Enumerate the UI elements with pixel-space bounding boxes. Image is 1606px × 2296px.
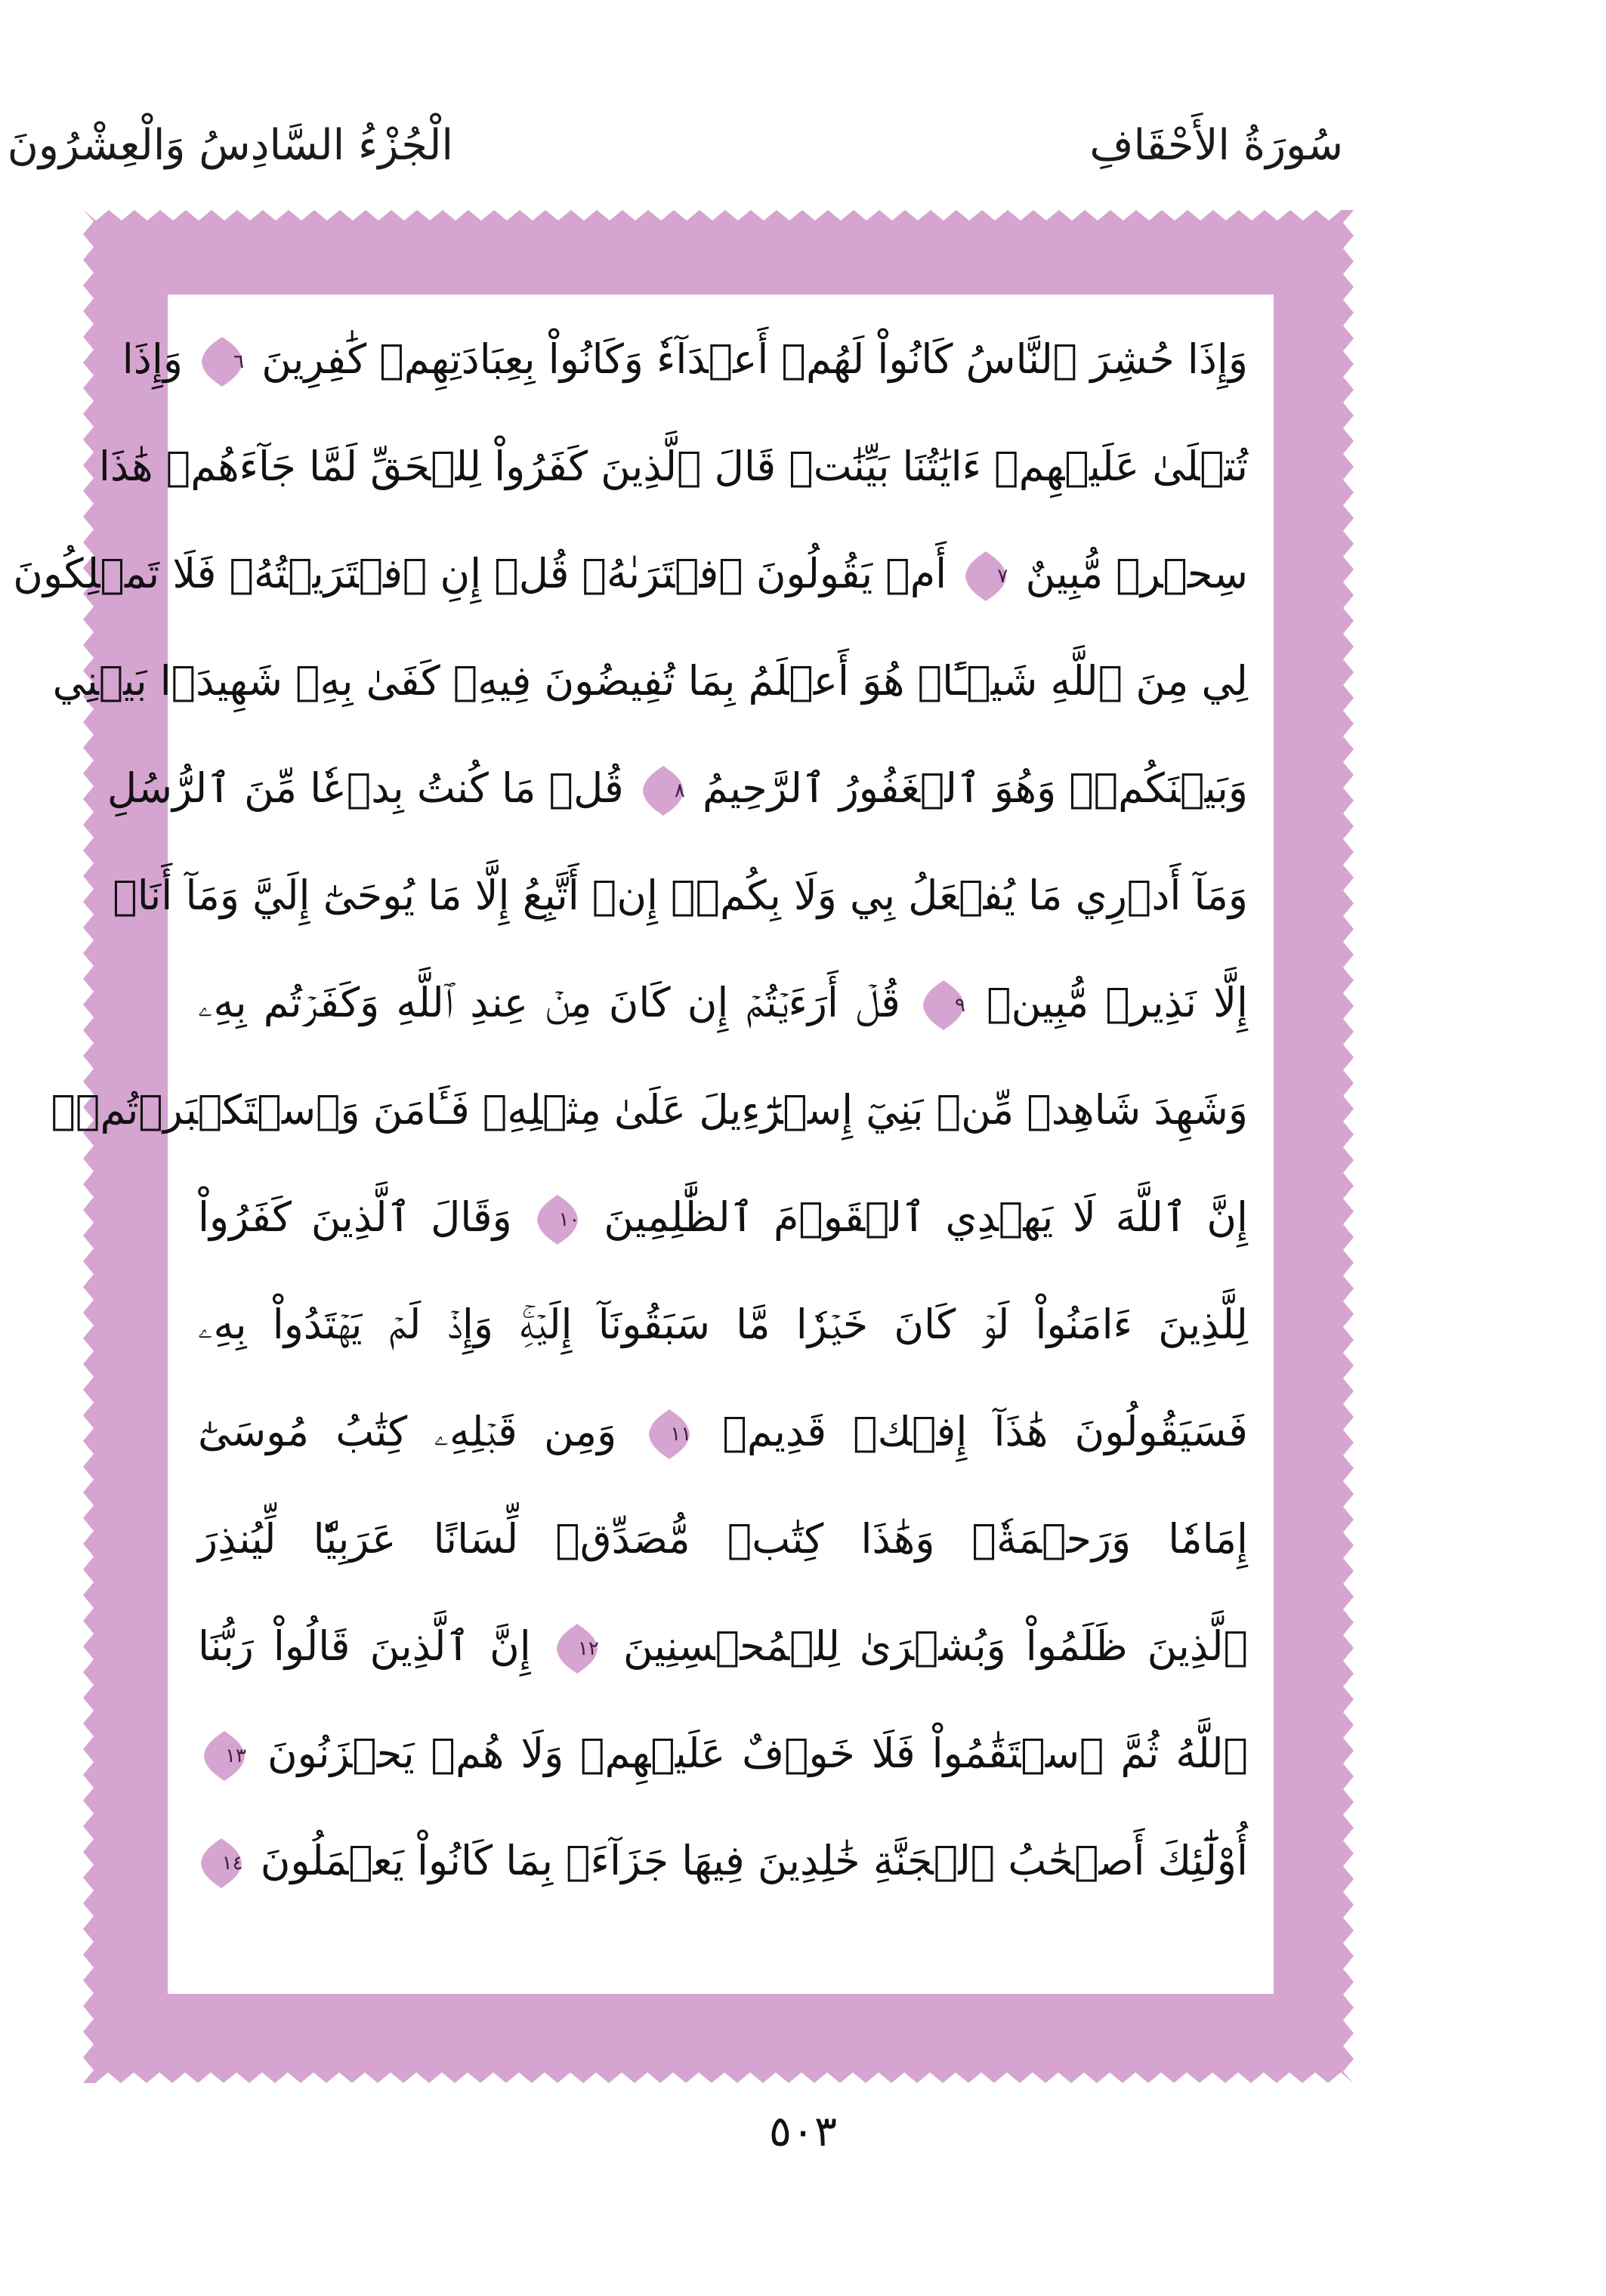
ayah-number-marker	[199, 1837, 243, 1890]
ayah-number: ١٠	[558, 1208, 580, 1232]
verse-text-continuation: وَمِن قَبۡلِهِۦ كِتَٰبُ مُوسَىٰٓ	[198, 1408, 617, 1455]
verse-line	[107, 739, 1248, 838]
ayah-number-marker	[647, 1408, 691, 1461]
verse-text-continuation: أَمۡ يَقُولُونَ ٱفۡتَرَىٰهُۖ قُلۡ إِنِ ٱفۡتَرَيۡتُهُۥ فَلَا تَمۡلِكُونَ	[13, 550, 947, 597]
surah-name-header: سُورَةُ الأَحْقَافِ	[1089, 121, 1343, 170]
verse-line	[98, 417, 1248, 517]
ayah-number: ٧	[997, 565, 1008, 588]
verse-line	[51, 1060, 1248, 1160]
verse-text-continuation: وَقَالَ ٱلَّذِينَ كَفَرُواْ	[198, 1193, 512, 1241]
verse-line	[198, 1382, 1248, 1482]
verse-text-continuation: إِنَّ ٱلَّذِينَ قَالُواْ رَبُّنَا	[198, 1622, 531, 1670]
verse-line	[13, 524, 1248, 624]
verse-text-continuation: قُلۡ أَرَءَيۡتُمۡ إِن كَانَ مِنۡ عِندِ ٱللَّهِ وَكَفَرۡتُم بِهِۦ	[198, 979, 900, 1026]
ayah-number: ١٤	[221, 1852, 243, 1875]
verse-text: لِي مِنَ ٱللَّهِ شَيۡـًٔاۖ هُوَ أَعۡلَمُ بِمَا تُفِيضُونَ فِيهِۖ كَفَىٰ بِهِۦ شَهِيدَۢا بَيۡنِي	[52, 657, 1248, 705]
verse-line	[198, 1168, 1248, 1267]
verse-text: ٱللَّهُ ثُمَّ ٱسۡتَقَٰمُواْ فَلَا خَوۡفٌ عَلَيۡهِمۡ وَلَا هُمۡ يَحۡزَنُونَ	[267, 1730, 1248, 1777]
quran-text-area	[13, 295, 1274, 1994]
verse-line	[198, 1811, 1248, 1911]
verse-text: وَإِذَا حُشِرَ ٱلنَّاسُ كَانُواْ لَهُمۡ أَعۡدَآءٗ وَكَانُواْ بِعِبَادَتِهِمۡ كَٰفِرِينَ	[261, 335, 1248, 383]
ayah-number-marker	[964, 550, 1008, 603]
verse-text: سِحۡرٞ مُّبِينٌ	[1025, 550, 1248, 597]
verse-text: ٱلَّذِينَ ظَلَمُواْ وَبُشۡرَىٰ لِلۡمُحۡسِنِينَ	[622, 1622, 1249, 1670]
ayah-number: ١٣	[225, 1745, 246, 1768]
verse-line	[198, 1489, 1248, 1589]
ayah-number: ١١	[670, 1423, 692, 1446]
verse-line	[198, 1275, 1248, 1375]
verse-line	[122, 310, 1248, 409]
ayah-number-marker	[555, 1622, 599, 1675]
verse-text: وَبَيۡنَكُمۡۖ وَهُوَ ٱلۡغَفُورُ ٱلرَّحِيمُ	[703, 764, 1248, 812]
verse-text: إِنَّ ٱللَّهَ لَا يَهۡدِي ٱلۡقَوۡمَ ٱلظَّٰلِمِينَ	[604, 1193, 1249, 1241]
ayah-number-marker	[200, 335, 244, 388]
verse-text: أُوْلَٰٓئِكَ أَصۡحَٰبُ ٱلۡجَنَّةِ خَٰلِدِينَ فِيهَا جَزَآءَۢ بِمَا كَانُواْ يَعۡمَلُونَ	[260, 1837, 1248, 1884]
juz-name-header: الْجُزْءُ السَّادِسُ وَالْعِشْرُونَ	[7, 121, 453, 170]
ayah-number-marker	[202, 1730, 246, 1782]
ayah-number: ٨	[674, 779, 685, 803]
page-number: ٥٠٣	[768, 2107, 838, 2156]
verse-line	[198, 1704, 1248, 1804]
verse-text: وَشَهِدَ شَاهِدٞ مِّنۢ بَنِيٓ إِسۡرَٰٓءِيلَ عَلَىٰ مِثۡلِهِۦ فَـَٔامَنَ وَٱسۡتَكۡبَرۡتُمۡۚ	[51, 1086, 1248, 1134]
verse-text: لِلَّذِينَ ءَامَنُواْ لَوۡ كَانَ خَيۡرٗا مَّا سَبَقُونَآ إِلَيۡهِۚ وَإِذۡ لَمۡ يَهۡتَدُواْ بِهِۦ	[198, 1301, 1248, 1348]
verse-line	[113, 846, 1248, 946]
verse-text: وَمَآ أَدۡرِي مَا يُفۡعَلُ بِي وَلَا بِكُمۡۖ إِنۡ أَتَّبِعُ إِلَّا مَا يُوحَىٰٓ إِلَيَّ وَمَآ أَنَا۠	[113, 872, 1248, 919]
ayah-number-marker	[922, 979, 965, 1032]
ayah-number: ٩	[955, 994, 965, 1017]
verse-text: فَسَيَقُولُونَ هَٰذَآ إِفۡكٞ قَدِيمٞ	[722, 1408, 1248, 1455]
verse-text-continuation: قُلۡ مَا كُنتُ بِدۡعٗا مِّنَ ٱلرُّسُلِ	[107, 764, 624, 812]
verse-text: إِلَّا نَذِيرٞ مُّبِينٞ	[987, 979, 1249, 1026]
verse-text-continuation: وَإِذَا	[122, 335, 183, 383]
verse-text: تُتۡلَىٰ عَلَيۡهِمۡ ءَايَٰتُنَا بَيِّنَٰتٖ قَالَ ٱلَّذِينَ كَفَرُواْ لِلۡحَقِّ لَمَّا جَآءَهُمۡ هَٰذَا	[98, 443, 1248, 490]
verse-line	[198, 1597, 1248, 1696]
verse-text: إِمَامٗا وَرَحۡمَةٗۚ وَهَٰذَا كِتَٰبٞ مُّصَدِّقٞ لِّسَانًا عَرَبِيّٗا لِّيُنذِرَ	[198, 1515, 1248, 1563]
ayah-number-marker	[641, 764, 685, 817]
ayah-number-marker	[536, 1193, 579, 1246]
verse-line	[198, 953, 1248, 1053]
ayah-number: ٦	[233, 350, 245, 374]
verse-line	[52, 631, 1248, 731]
ayah-number: ١٢	[577, 1637, 599, 1661]
